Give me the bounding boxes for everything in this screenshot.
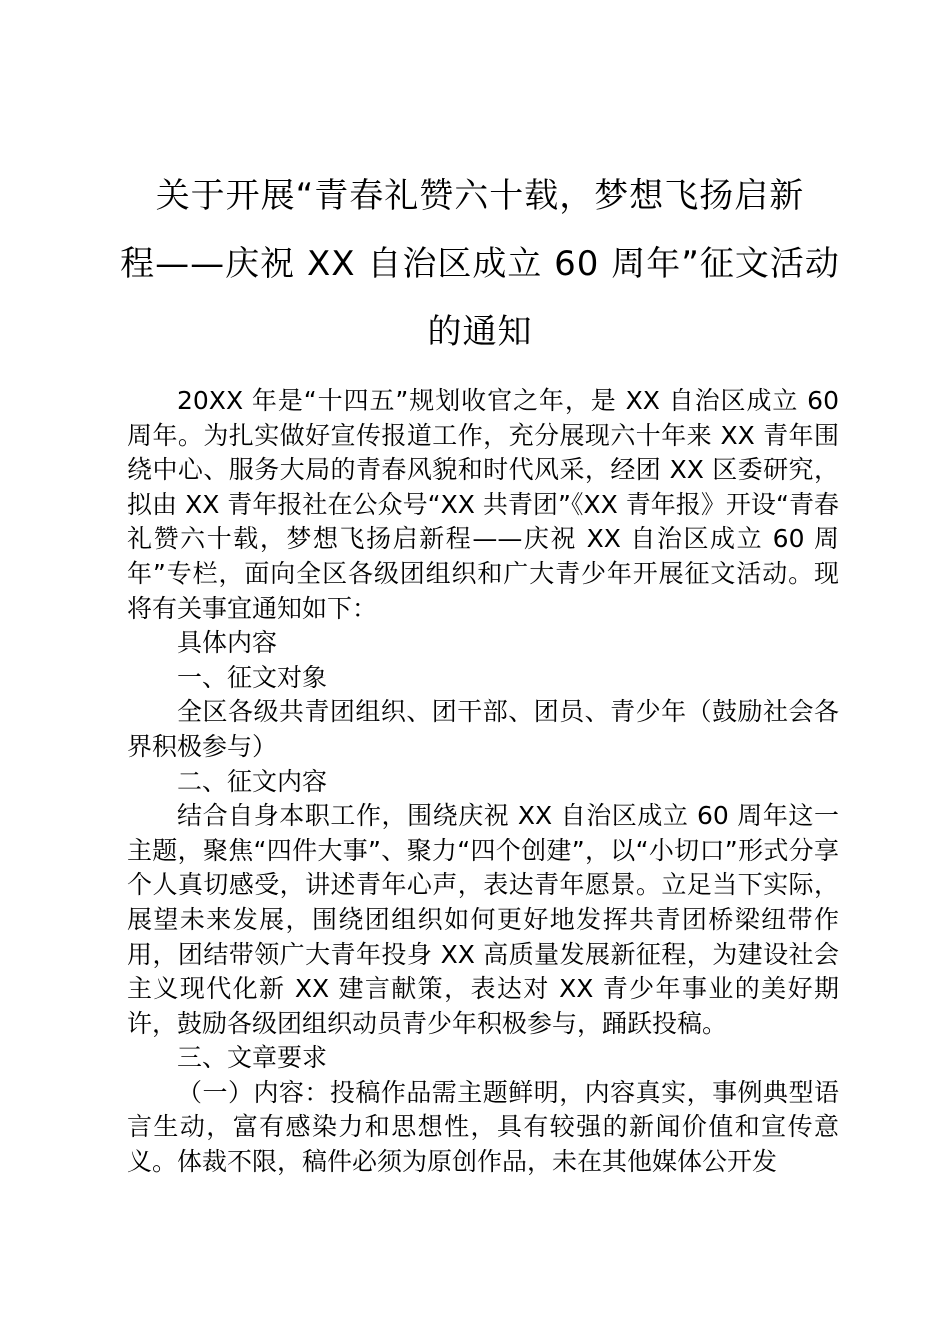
section-3-heading: 三、文章要求: [177, 1043, 328, 1073]
section-2-paragraph: 结合自身本职工作，围绕庆祝 XX 自治区成立 60 周年这一主题，聚焦“四件大事”、聚力“四个创建”，以“小切口”形式分享个人真切感受，讲述青年心声，表达青年愿景。立足当下实际，展望未来发展，围绕团组织如何更好地发挥共青团桥梁纽带作用，团结带领广大青年投身 XX 高质量发展新征程，为建设社会主义现代化新 XX 建言献策，表达对 XX 青少年事业的美好期许，鼓励各级团组织动员青少年积极参与，踊跃投稿。: [127, 801, 839, 1038]
section-3-item-1: （一）内容：投稿作品需主题鲜明，内容真实，事例典型语言生动，富有感染力和思想性，具有较强的新闻价值和宣传意义。体裁不限，稿件必须为原创作品，未在其他媒体公开发: [127, 1077, 839, 1177]
section-2-heading: 二、征文内容: [177, 766, 328, 796]
document-title: [120, 162, 840, 366]
section-1-paragraph: 全区各级共青团组织、团干部、团员、青少年（鼓励社会各界积极参与）: [127, 697, 839, 761]
title-line-3: 的通知: [427, 312, 533, 352]
document-body: [127, 384, 839, 1180]
title-line-2: 程——庆祝 XX 自治区成立 60 周年”征文活动: [120, 244, 840, 284]
intro-paragraph: 20XX 年是“十四五”规划收官之年，是 XX 自治区成立 60 周年。为扎实做好宣传报道工作，充分展现六十年来 XX 青年围绕中心、服务大局的青春风貌和时代风采，经团 XX 区委研究，拟由 XX 青年报社在公众号“XX 共青团”《XX 青年报》开设“青春礼赞六十载，梦想飞扬启新程——庆祝 XX 自治区成立 60 周年”专栏，面向全区各级团组织和广大青少年开展征文活动。现将有关事宜通知如下：: [127, 386, 839, 623]
section-1-heading: 一、征文对象: [177, 662, 328, 692]
specific-content-heading: 具体内容: [177, 628, 278, 658]
title-line-1: 关于开展“青春礼赞六十载，梦想飞扬启新: [155, 176, 805, 216]
